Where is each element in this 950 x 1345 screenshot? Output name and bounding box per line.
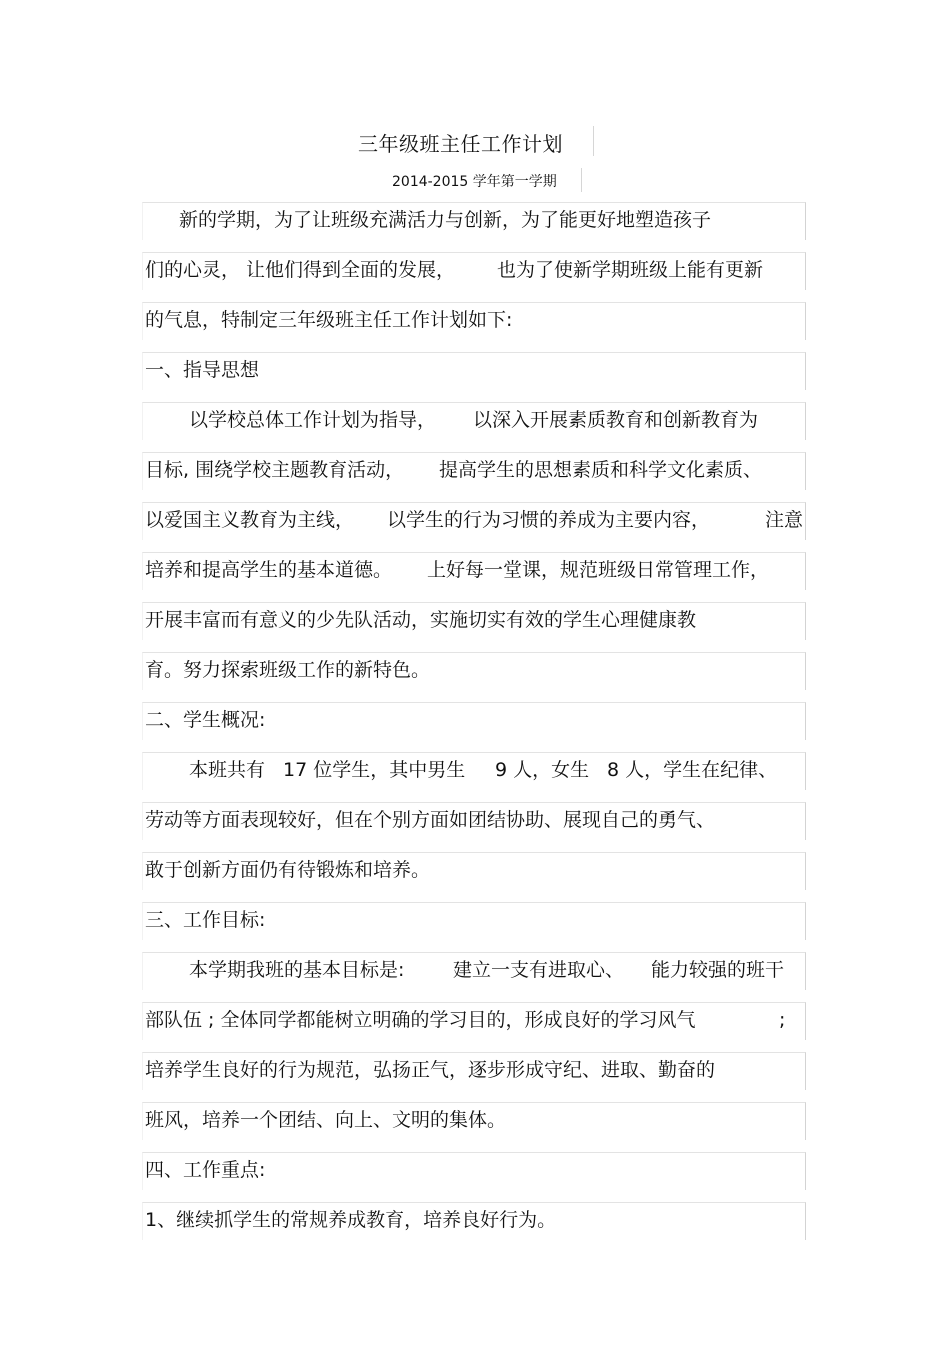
text-line (142, 1002, 806, 1040)
text-line (142, 352, 806, 390)
intro-line-2a: 们的心灵， 让他们得到全面的发展， (145, 259, 456, 281)
s1-line-5: 开展丰富而有意义的少先队活动，实施切实有效的学生心理健康教 (145, 609, 697, 631)
text-line (142, 852, 806, 890)
text-line (142, 202, 806, 240)
intro-line-1: 新的学期，为了让班级充满活力与创新，为了能更好地塑造孩子 (179, 209, 712, 231)
s1-line-6: 育。努力探索班级工作的新特色。 (145, 659, 431, 681)
section-4-heading: 四、工作重点: (145, 1159, 266, 1181)
text-line (142, 802, 806, 840)
text-line (142, 252, 806, 290)
text-line (142, 452, 806, 490)
s3-line-2a: 部队伍 ; 全体同学都能树立明确的学习目的，形成良好的学习风气 (145, 1009, 696, 1031)
s3-line-3: 培养学生良好的行为规范，弘扬正气，逐步形成守纪、进取、勤奋的 (145, 1059, 716, 1081)
text-line (142, 302, 806, 340)
s3-line-4: 班风，培养一个团结、向上、文明的集体。 (145, 1109, 507, 1131)
divider (593, 126, 594, 156)
s1-line-3b: 以学生的行为习惯的养成为主要内容， (387, 509, 711, 531)
text-line (142, 1102, 806, 1140)
s1-line-1a: 以学校总体工作计划为指导， (189, 409, 437, 431)
s1-line-2b: 提高学生的思想素质和科学文化素质、 (439, 459, 763, 481)
text-line (142, 902, 806, 940)
text-line (142, 752, 806, 790)
document-subtitle: 2014-2015 学年第一学期 (392, 174, 557, 190)
s1-line-4b: 上好每一堂课，规范班级日常管理工作， (427, 559, 770, 581)
text-line (142, 1052, 806, 1090)
section-3-heading: 三、工作目标: (145, 909, 266, 931)
text-line (142, 952, 806, 990)
s2-line-1c: 9 人，女生 (495, 759, 590, 781)
section-1-heading: 一、指导思想 (145, 359, 260, 381)
text-line (142, 552, 806, 590)
intro-line-2b: 也为了使新学期班级上能有更新 (497, 259, 764, 281)
s2-line-2: 劳动等方面表现较好，但在个别方面如团结协助、展现自己的勇气、 (145, 809, 716, 831)
text-line (142, 652, 806, 690)
s3-line-1b: 建立一支有进取心、 (453, 959, 625, 981)
text-line (142, 502, 806, 540)
s3-line-2b: ; (779, 1009, 786, 1031)
s2-line-3: 敢于创新方面仍有待锻炼和培养。 (145, 859, 431, 881)
document-title: 三年级班主任工作计划 (358, 132, 563, 156)
text-line (142, 402, 806, 440)
s1-line-3a: 以爱国主义教育为主线， (145, 509, 355, 531)
s1-line-1b: 以深入开展素质教育和创新教育为 (473, 409, 759, 431)
s1-line-2a: 目标, 围绕学校主题教育活动， (145, 459, 405, 481)
s3-line-1a: 本学期我班的基本目标是: (189, 959, 405, 981)
s1-line-4a: 培养和提高学生的基本道德。 (145, 559, 393, 581)
subtitle-block (390, 168, 582, 194)
text-line (142, 1152, 806, 1190)
intro-line-3: 的气息，特制定三年级班主任工作计划如下: (145, 309, 513, 331)
title-block (354, 124, 594, 158)
s2-line-1a: 本班共有 (189, 759, 266, 781)
divider (581, 168, 582, 192)
s2-line-1b: 17 位学生，其中男生 (283, 759, 466, 781)
text-line (142, 602, 806, 640)
s1-line-3c: 注意 (765, 509, 804, 531)
s4-line-1: 1、继续抓学生的常规养成教育，培养良好行为。 (145, 1209, 557, 1231)
text-line (142, 1202, 806, 1240)
s2-line-1d: 8 人，学生在纪律、 (607, 759, 778, 781)
s3-line-1c: 能力较强的班干 (651, 959, 785, 981)
text-line (142, 702, 806, 740)
section-2-heading: 二、学生概况: (145, 709, 266, 731)
